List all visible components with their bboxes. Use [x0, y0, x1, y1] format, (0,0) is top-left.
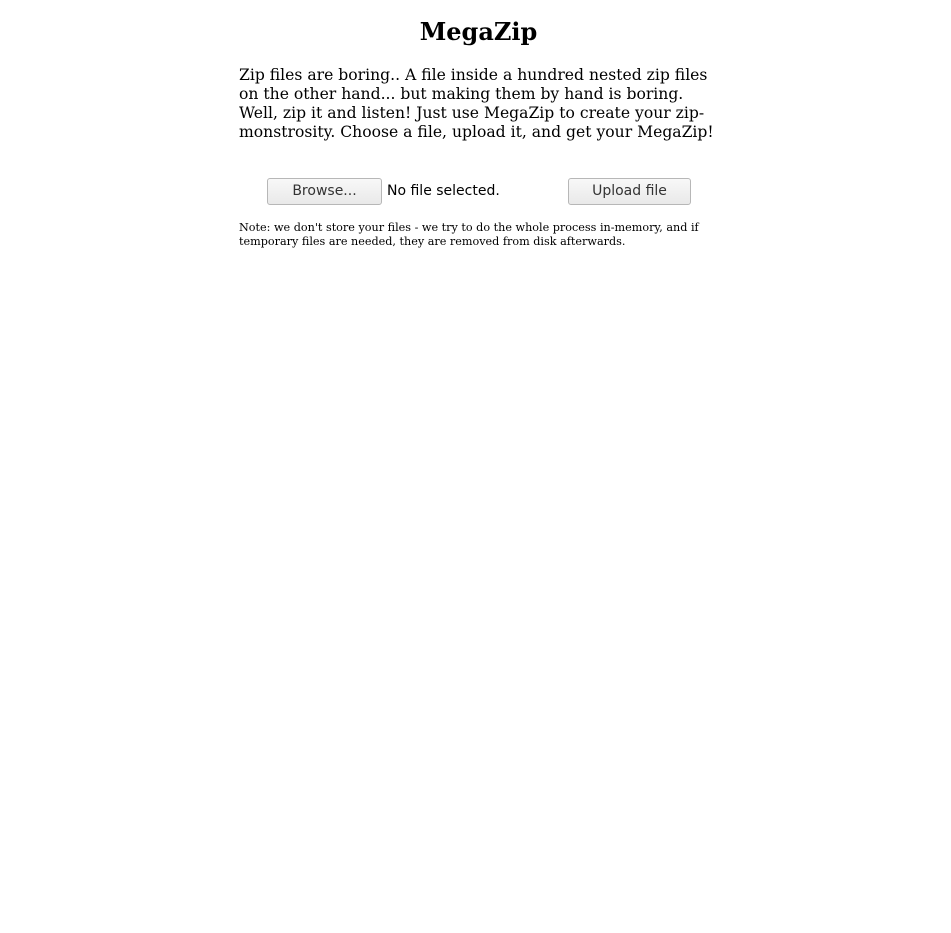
- privacy-note: Note: we don't store your files - we try to do the whole process in-memory, and if temporary files are needed, they are removed from disk afterwards.: [239, 221, 699, 248]
- intro-paragraph: Zip files are boring.. A file inside a hundred nested zip files on the other hand... but making them by hand is boring. Well, zip it and listen! Just use MegaZip to create your zip-monstrosity. Choose a file, upload it, and get your MegaZip!: [239, 66, 714, 141]
- browse-button[interactable]: Browse...: [267, 178, 382, 205]
- page-title: MegaZip: [419, 17, 538, 46]
- file-status-label: No file selected.: [387, 183, 500, 199]
- upload-file-button[interactable]: Upload file: [568, 178, 691, 205]
